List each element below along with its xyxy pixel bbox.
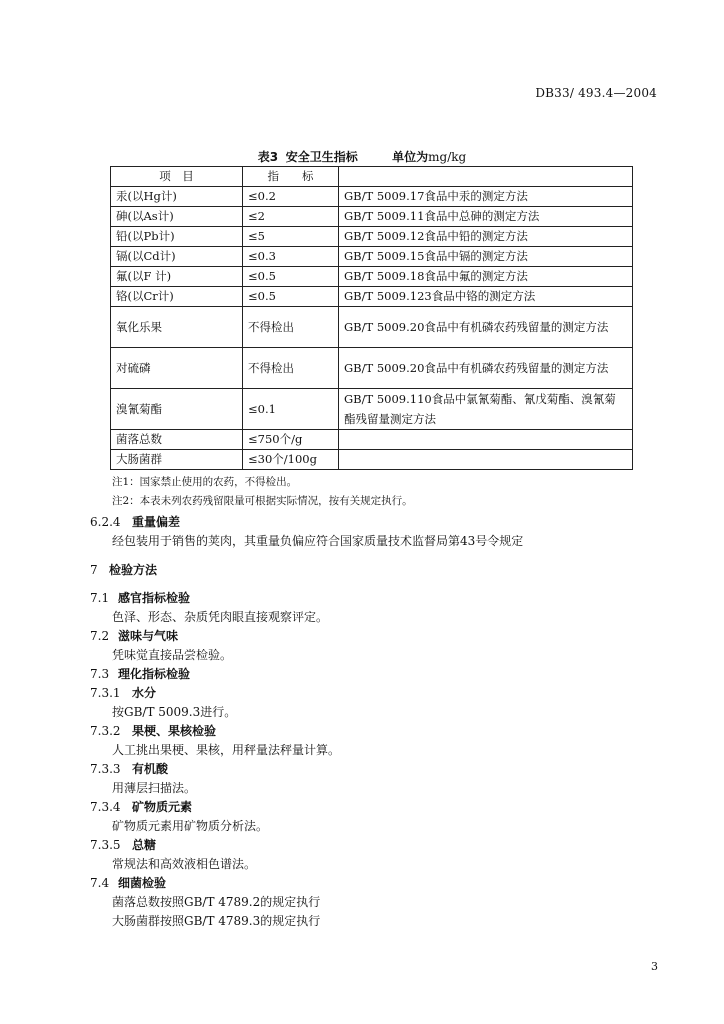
cell-method: GB/T 5009.11食品中总砷的测定方法 <box>339 207 633 227</box>
table-caption-label: 表3 <box>257 150 279 164</box>
cell-item: 菌落总数 <box>111 430 243 450</box>
cell-limit: ≤0.2 <box>243 187 339 207</box>
section-body: 色泽、形态、杂质凭肉眼直接观察评定。 <box>112 610 329 624</box>
table-caption <box>0 148 724 165</box>
cell-limit: ≤0.5 <box>243 287 339 307</box>
page-number: 3 <box>651 960 658 973</box>
section-body: 凭味觉直接品尝检验。 <box>112 648 233 662</box>
table-caption-unit: mg/kg <box>428 150 467 164</box>
section-number: 7 <box>90 563 98 577</box>
section-body: 菌落总数按照GB/T 4789.2的规定执行 <box>112 895 321 909</box>
table-caption-title: 安全卫生指标 <box>285 150 358 164</box>
cell-method <box>339 450 633 470</box>
table-row <box>111 287 633 307</box>
section-heading <box>90 684 156 701</box>
section-title: 感官指标检验 <box>118 591 191 605</box>
table-header-row <box>111 167 633 187</box>
section-heading <box>90 561 157 578</box>
cell-method <box>339 430 633 450</box>
section-heading <box>90 513 180 530</box>
cell-method: GB/T 5009.15食品中镉的测定方法 <box>339 247 633 267</box>
section-heading <box>90 836 156 853</box>
table-row <box>111 389 633 430</box>
table-note-2: 注2：本表未列农药残留限量可根据实际情况，按有关规定执行。 <box>112 495 413 507</box>
cell-item: 溴氰菊酯 <box>111 389 243 430</box>
section-heading <box>90 760 168 777</box>
section-number: 7.3.5 <box>90 838 121 852</box>
section-body: 人工挑出果梗、果核，用秤量法秤量计算。 <box>112 743 341 757</box>
cell-limit: ≤2 <box>243 207 339 227</box>
section-title: 重量偏差 <box>132 515 181 529</box>
section-title: 有机酸 <box>132 762 169 776</box>
section-title: 矿物质元素 <box>132 800 193 814</box>
safety-indicator-table <box>110 166 633 470</box>
cell-limit: ≤5 <box>243 227 339 247</box>
section-title: 细菌检验 <box>118 876 167 890</box>
section-title: 水分 <box>132 686 157 700</box>
cell-item: 铅(以Pb计) <box>111 227 243 247</box>
section-heading <box>90 627 178 644</box>
section-body: 用薄层扫描法。 <box>112 781 197 795</box>
cell-item: 氧化乐果 <box>111 307 243 348</box>
cell-limit: 不得检出 <box>243 348 339 389</box>
section-number: 7.3 <box>90 667 110 681</box>
section-body: 矿物质元素用矿物质分析法。 <box>112 819 269 833</box>
table-caption-unit-label: 单位为 <box>392 150 429 164</box>
cell-item: 对硫磷 <box>111 348 243 389</box>
cell-method: GB/T 5009.20食品中有机磷农药残留量的测定方法 <box>339 307 633 348</box>
cell-limit: ≤0.1 <box>243 389 339 430</box>
section-number: 7.4 <box>90 876 110 890</box>
cell-item: 镉(以Cd计) <box>111 247 243 267</box>
table-row <box>111 348 633 389</box>
cell-limit: ≤0.3 <box>243 247 339 267</box>
document-code: DB33/ 493.4—2004 <box>535 86 657 100</box>
section-number: 7.2 <box>90 629 110 643</box>
cell-item: 铬(以Cr计) <box>111 287 243 307</box>
section-heading <box>90 665 190 682</box>
table-row <box>111 187 633 207</box>
cell-method: GB/T 5009.12食品中铅的测定方法 <box>339 227 633 247</box>
section-heading <box>90 874 166 891</box>
cell-item: 汞(以Hg计) <box>111 187 243 207</box>
section-number: 7.1 <box>90 591 110 605</box>
cell-limit: ≤0.5 <box>243 267 339 287</box>
table-row <box>111 267 633 287</box>
section-body: 经包装用于销售的荚肉，其重量负偏应符合国家质量技术监督局第43号令规定 <box>112 534 524 548</box>
table-row <box>111 307 633 348</box>
section-title: 滋味与气味 <box>118 629 179 643</box>
column-header-method <box>339 167 633 187</box>
section-number: 7.3.1 <box>90 686 121 700</box>
section-body: 常规法和高效液相色谱法。 <box>112 857 257 871</box>
cell-limit: ≤30个/100g <box>243 450 339 470</box>
table-row <box>111 207 633 227</box>
section-body-extra: 大肠菌群按照GB/T 4789.3的规定执行 <box>112 914 321 928</box>
section-heading <box>90 589 190 606</box>
section-title: 果梗、果核检验 <box>132 724 217 738</box>
table-row <box>111 227 633 247</box>
cell-method: GB/T 5009.110食品中氯氰菊酯、氰戊菊酯、溴氰菊酯残留量测定方法 <box>339 389 633 430</box>
cell-method: GB/T 5009.17食品中汞的测定方法 <box>339 187 633 207</box>
section-number: 7.3.4 <box>90 800 121 814</box>
table-note-1: 注1：国家禁止使用的农药，不得检出。 <box>112 476 298 488</box>
cell-item: 大肠菌群 <box>111 450 243 470</box>
section-number: 7.3.3 <box>90 762 121 776</box>
table-row <box>111 430 633 450</box>
column-header-item: 项 目 <box>111 167 243 187</box>
cell-item: 氟(以F 计) <box>111 267 243 287</box>
section-number: 7.3.2 <box>90 724 121 738</box>
section-body: 按GB/T 5009.3进行。 <box>112 705 237 719</box>
cell-method: GB/T 5009.20食品中有机磷农药残留量的测定方法 <box>339 348 633 389</box>
section-title: 检验方法 <box>109 563 158 577</box>
table-row <box>111 450 633 470</box>
cell-limit: ≤750个/g <box>243 430 339 450</box>
cell-method: GB/T 5009.18食品中氟的测定方法 <box>339 267 633 287</box>
section-title: 理化指标检验 <box>118 667 191 681</box>
table-row <box>111 247 633 267</box>
cell-item: 砷(以As计) <box>111 207 243 227</box>
section-title: 总糖 <box>132 838 157 852</box>
cell-method: GB/T 5009.123食品中铬的测定方法 <box>339 287 633 307</box>
column-header-indicator: 指 标 <box>243 167 339 187</box>
section-heading <box>90 798 192 815</box>
section-heading <box>90 722 216 739</box>
cell-limit: 不得检出 <box>243 307 339 348</box>
section-number: 6.2.4 <box>90 515 121 529</box>
